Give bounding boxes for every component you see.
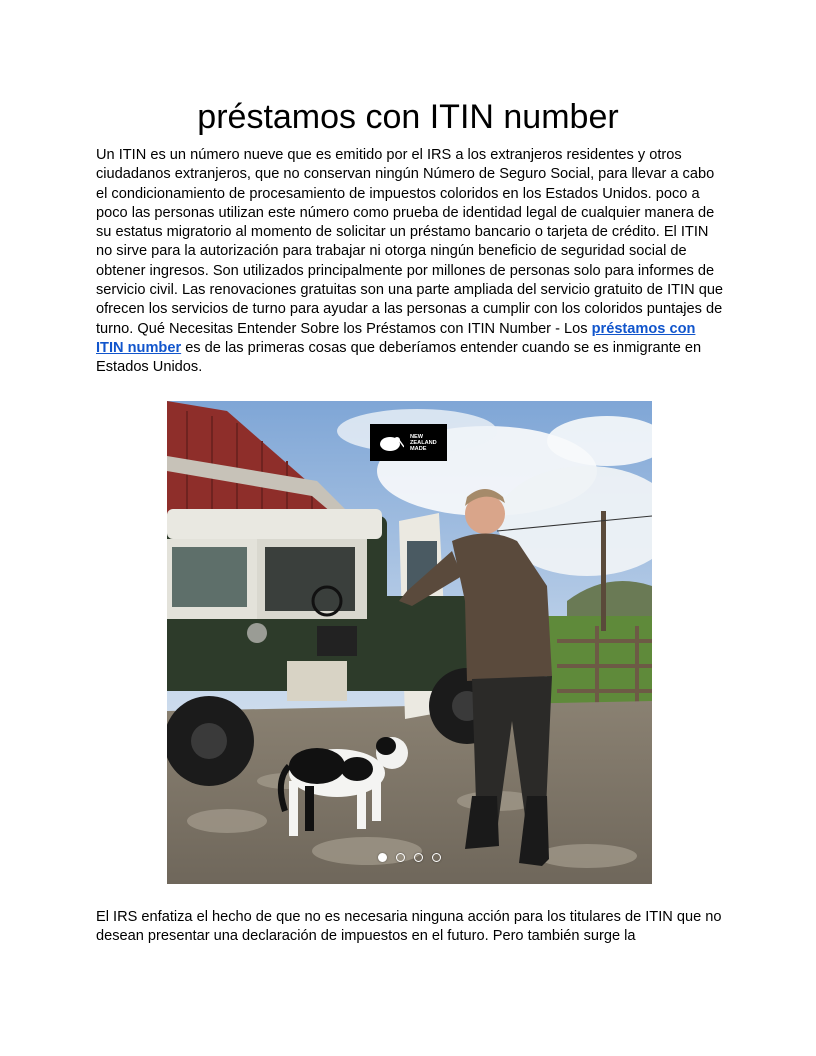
carousel-dots xyxy=(167,853,652,865)
article-photo xyxy=(167,401,652,884)
intro-paragraph-text: Un ITIN es un número nueve que es emitido por el IRS a los extranjeros residentes y otros ciudadanos extranjeros, que no conservan ningún Número de Seguro Social, para llevar a cabo el condicionamiento de procesamiento de impuestos coloridos en los Estados Unidos. poco a poco las personas utilizan este número como prueba de identidad legal de cualquier manera de su estatus migratorio al momento de solicitar un préstamo bancario o tarjeta de crédito. El ITIN no sirve para la autorización para trabajar ni otorga ningún beneficio de seguridad social de obtener ingresos. Son utilizados principalmente por millones de personas solo para informes de servicio civil. Las renovaciones gratuitas son una parte ampliada del servicio gratuito de ITIN que ofrecen los servicios de turno para ayudar a las personas a cumplir con los coloridos puntajes de turno. Qué Necesitas Entender Sobre los Préstamos con ITIN Number - Los xyxy=(96,147,724,337)
closing-paragraph: El IRS enfatiza el hecho de que no es necesaria ninguna acción para los titulares de ITIN que no desean presentar una declaración de impuestos en el futuro. Pero también surge la xyxy=(96,909,722,945)
logo-wordmark: NEW ZEALAND MADE xyxy=(410,433,437,452)
intro-paragraph xyxy=(96,146,724,378)
farm-scene-illustration xyxy=(167,401,652,884)
carousel-dot-3[interactable] xyxy=(414,853,423,862)
intro-paragraph-tail: es de las primeras cosas que deberíamos entender cuando se es inmigrante en Estados Unidos. xyxy=(96,339,702,376)
itin-loans-link[interactable]: préstamos con ITIN number xyxy=(96,320,696,356)
carousel-dot-4[interactable] xyxy=(432,853,441,862)
new-zealand-made-logo xyxy=(370,424,447,461)
carousel-dot-2[interactable] xyxy=(396,853,405,862)
kiwi-bird-icon xyxy=(378,434,404,452)
carousel-dot-1[interactable] xyxy=(378,853,387,862)
document-title: préstamos con ITIN number xyxy=(197,98,619,136)
